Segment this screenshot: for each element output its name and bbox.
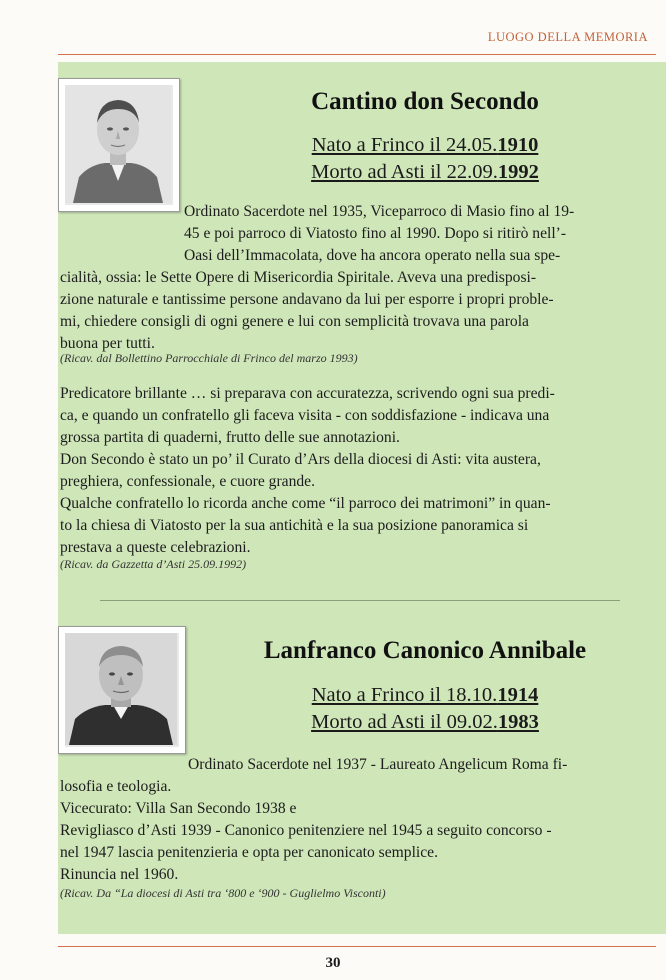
biography-line: to la chiesa di Viatosto per la sua antichità e la sua posizione panoramica si <box>60 517 529 534</box>
source-citation: (Ricav. Da “La diocesi di Asti tra ‘800 e ‘900 - Guglielmo Visconti) <box>60 886 386 900</box>
entry-name: Cantino don Secondo <box>311 88 539 115</box>
biography-line: preghiera, confessionale, e cuore grande. <box>60 473 316 490</box>
biography-line: losofia e teologia. <box>60 778 172 795</box>
biography-line: Rinuncia nel 1960. <box>60 866 179 883</box>
portrait-photo <box>58 78 180 212</box>
source-citation: (Ricav. dal Bollettino Parrocchiale di Frinco del marzo 1993) <box>60 351 358 365</box>
biography-line: nel 1947 lascia penitenzieria e opta per canonicato semplice. <box>60 844 438 861</box>
biography-line: prestava a queste celebrazioni. <box>60 539 251 556</box>
biography-line: Oasi dell’Immacolata, dove ha ancora operato nella sua spe- <box>184 247 561 264</box>
death-line: Morto ad Asti il 22.09.1992 <box>311 161 539 183</box>
biography-line: zione naturale e tantissime persone andavano da lui per esporre i propri proble- <box>60 291 554 308</box>
section-divider <box>100 600 620 601</box>
biography-line: buona per tutti. <box>60 335 155 352</box>
biography-line: ca, e quando un confratello gli faceva visita - con soddisfazione - indicava una <box>60 407 550 424</box>
biography-line: mi, chiedere consigli di ogni genere e lui con semplicità trovava una parola <box>60 313 529 330</box>
footer-rule <box>58 946 656 947</box>
entry-dates <box>200 682 650 736</box>
biography-line: Ordinato Sacerdote nel 1937 - Laureato Angelicum Roma fi- <box>188 756 568 773</box>
entry-dates <box>200 132 650 186</box>
biography-line: cialità, ossia: le Sette Opere di Misericordia Spiritale. Aveva una predisposi- <box>60 269 537 286</box>
biography-line: Don Secondo è stato un po’ il Curato d’Ars della diocesi di Asti: vita austera, <box>60 451 541 468</box>
portrait-priest-2 <box>65 633 177 745</box>
biography-line: Revigliasco d’Asti 1939 - Canonico penitenziere nel 1945 a seguito concorso - <box>60 822 552 839</box>
source-citation: (Ricav. da Gazzetta d’Asti 25.09.1992) <box>60 557 247 571</box>
portrait-priest-1 <box>65 85 171 203</box>
birth-line: Nato a Frinco il 18.10.1914 <box>311 684 539 706</box>
biography-line: Vicecurato: Villa San Secondo 1938 e <box>60 800 297 817</box>
portrait-photo <box>58 626 186 754</box>
page-number: 30 <box>325 955 341 971</box>
death-line: Morto ad Asti il 09.02.1983 <box>311 711 539 733</box>
biography-line: grossa partita di quaderni, frutto delle sue annotazioni. <box>60 429 400 446</box>
birth-line: Nato a Frinco il 24.05.1910 <box>311 134 539 156</box>
biography-line: Ordinato Sacerdote nel 1935, Viceparroco di Masio fino al 19- <box>184 203 575 220</box>
entry-name: Lanfranco Canonico Annibale <box>263 637 587 664</box>
running-head: LUOGO DELLA MEMORIA <box>487 30 648 44</box>
biography-line: Qualche confratello lo ricorda anche come “il parroco dei matrimoni” in quan- <box>60 495 551 512</box>
biography-line: 45 e poi parroco di Viatosto fino al 1990. Dopo si ritirò nell’- <box>184 225 567 242</box>
header-rule <box>58 54 656 55</box>
biography-line: Predicatore brillante … si preparava con accuratezza, scrivendo ogni sua predi- <box>60 385 555 402</box>
